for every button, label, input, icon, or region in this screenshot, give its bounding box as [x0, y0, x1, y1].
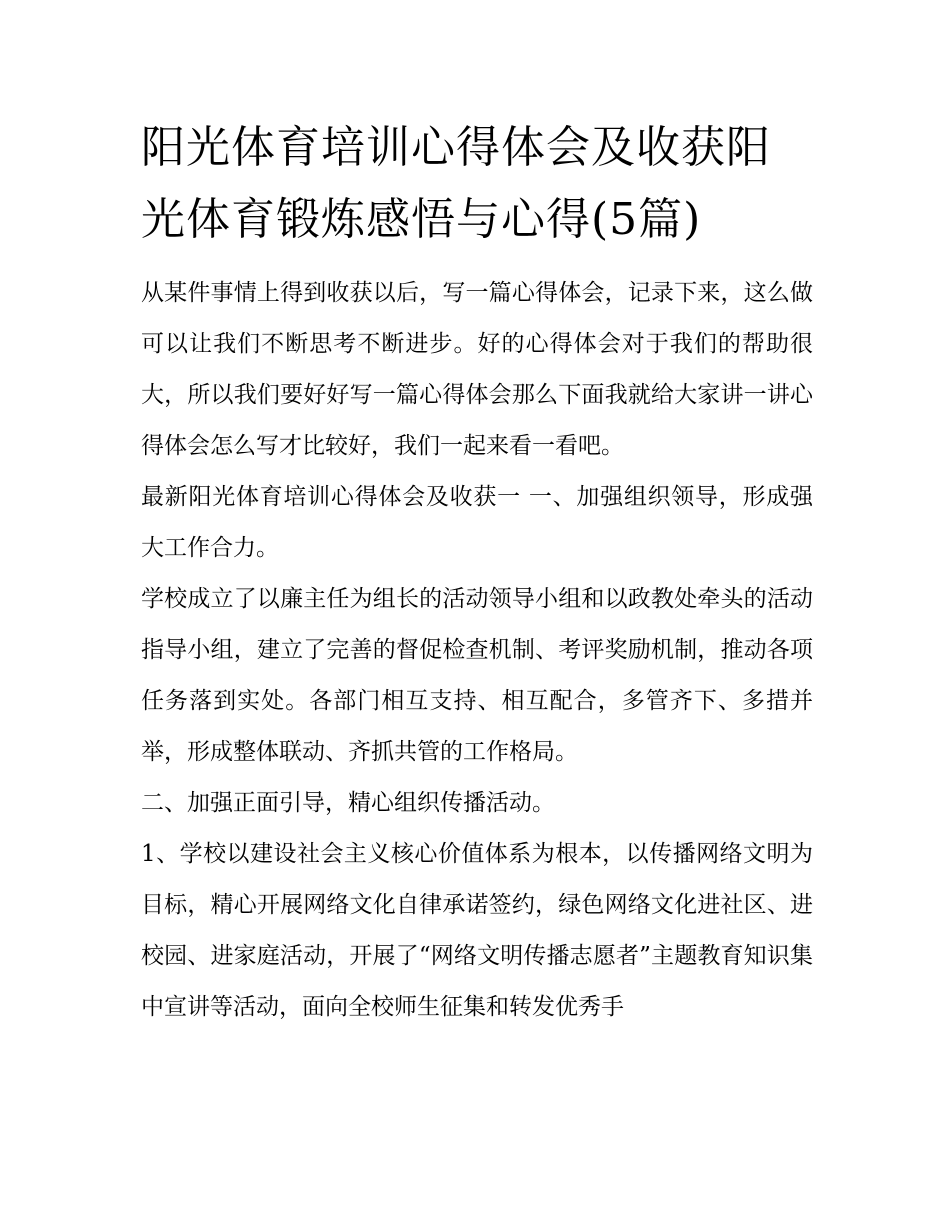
paragraph-item-one: 1、学校以建设社会主义核心价值体系为根本，以传播网络文明为目标，精心开展网络文化自律承诺签约，绿色网络文化进社区、进校园、进家庭活动，开展了“网络文明传播志愿者”主题教育知识集中宣讲等活动，面向全校师生征集和转发优秀手	[141, 841, 813, 1020]
paragraph-section-two-heading: 二、加强正面引导，精心组织传播活动。	[141, 790, 555, 816]
document-content	[141, 112, 813, 1033]
document-body	[141, 268, 813, 1033]
paragraph-section-one-heading: 最新阳光体育培训心得体会及收获一 一、加强组织领导，形成强大工作合力。	[141, 484, 813, 561]
paragraph-organization: 学校成立了以廉主任为组长的活动领导小组和以政教处牵头的活动指导小组，建立了完善的督促检查机制、考评奖励机制，推动各项任务落到实处。各部门相互支持、相互配合，多管齐下、多措并举，形成整体联动、齐抓共管的工作格局。	[141, 586, 813, 765]
document-title: 阳光体育培训心得体会及收获阳光体育锻炼感悟与心得(5篇)	[141, 122, 771, 245]
paragraph-intro: 从某件事情上得到收获以后，写一篇心得体会，记录下来，这么做可以让我们不断思考不断进步。好的心得体会对于我们的帮助很大，所以我们要好好写一篇心得体会那么下面我就给大家讲一讲心得体会怎么写才比较好，我们一起来看一看吧。	[141, 280, 813, 459]
